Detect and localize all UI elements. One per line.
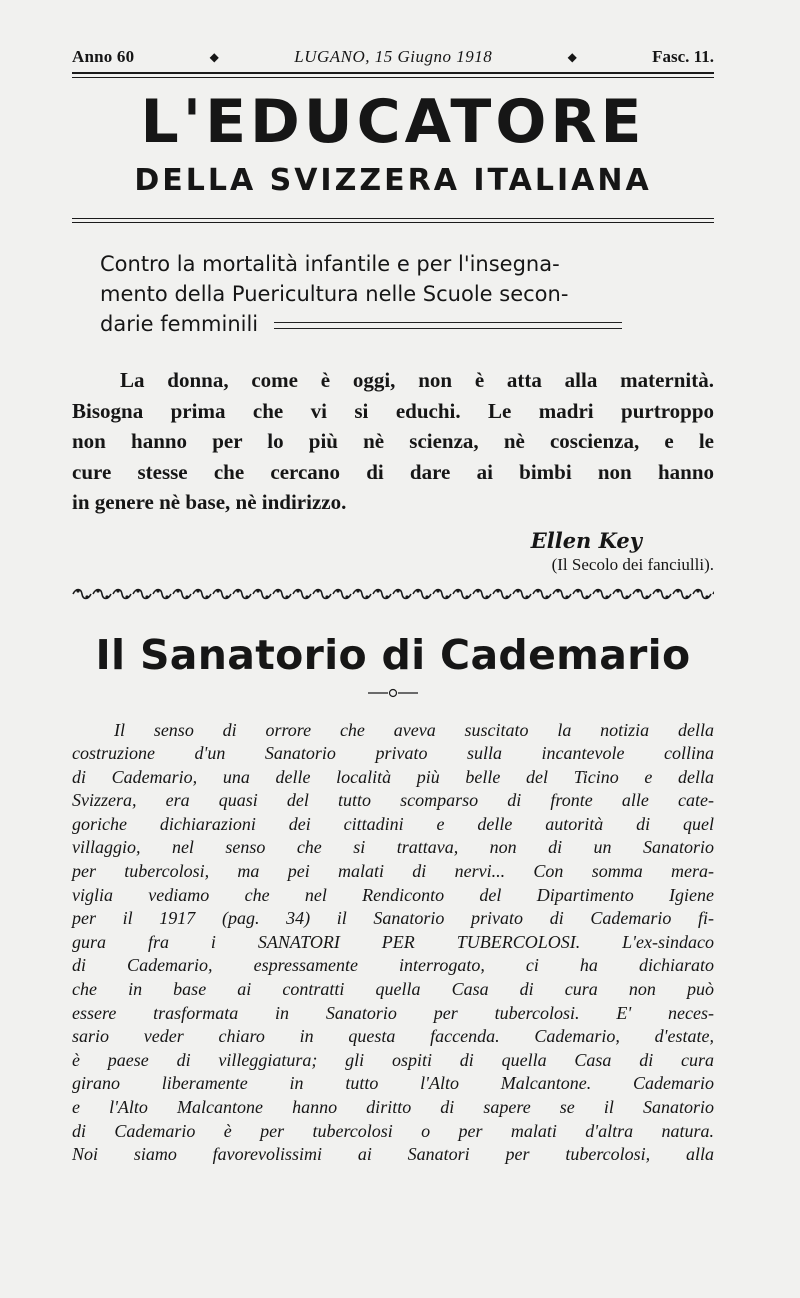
article-body xyxy=(72,719,714,1167)
epigraph-quote xyxy=(72,365,714,518)
issue-number: Anno 60 xyxy=(72,47,135,66)
intro-dash-rule xyxy=(274,322,622,329)
ornament-right: ◆ xyxy=(567,49,577,64)
body-line: per il 1917 (pag. 34) il Sanatorio privato di Cademario fi- xyxy=(72,908,714,929)
quote-author: Ellen Key xyxy=(530,527,642,553)
journal-title: L'EDUCATORE xyxy=(140,87,646,157)
fascicle-number: Fasc. 11. xyxy=(652,47,714,66)
body-line: sario veder chiaro in questa faccenda. Cademario, d'estate, xyxy=(72,1026,714,1047)
quote-line: cure stesse che cercano di dare ai bimbi non hanno xyxy=(72,459,714,484)
page xyxy=(72,44,714,1167)
quote-line: La donna, come è oggi, non è atta alla maternità. xyxy=(120,368,714,392)
quote-line: in genere nè base, nè indirizzo. xyxy=(72,490,347,514)
intro-line: darie femminili xyxy=(100,312,259,336)
intro-line: Contro la mortalità infantile e per l'insegna- xyxy=(100,252,560,276)
body-line: per tubercolosi, ma pei malati di nervi... Con somma mera- xyxy=(72,861,714,882)
running-header xyxy=(72,44,714,70)
body-line: essere trasformata in Sanatorio per tubercolosi. E' neces- xyxy=(72,1002,714,1023)
body-line: Il senso di orrore che aveva suscitato la notizia della xyxy=(114,719,714,740)
body-line: costruzione d'un Sanatorio privato sulla incantevole collina xyxy=(72,743,714,764)
body-line: villaggio, nel senso che si trattava, non di un Sanatorio xyxy=(72,837,714,858)
body-line: goriche dichiarazioni dei cittadini e delle autorità di quel xyxy=(72,813,714,834)
body-line: Svizzera, era quasi del tutto scomparso di fronte alle cate- xyxy=(72,790,714,811)
body-line: e l'Alto Malcantone hanno diritto di sapere se il Sanatorio xyxy=(72,1097,714,1117)
intro-line-last xyxy=(100,309,708,339)
ornamental-divider xyxy=(72,587,714,601)
body-line: che in base ai contratti quella Casa di cura non può xyxy=(72,979,714,1000)
journal-subtitle: DELLA SVIZZERA ITALIANA xyxy=(134,163,652,198)
body-line: Noi siamo favorevolissimi ai Sanatori per tubercolosi, alla xyxy=(72,1144,714,1165)
body-line: gura fra i SANATORI PER TUBERCOLOSI. L'ex-sindaco xyxy=(72,931,714,952)
header-rule xyxy=(72,72,714,74)
ornament-left: ◆ xyxy=(209,49,219,64)
intro-line: mento della Puericultura nelle Scuole secon- xyxy=(100,282,569,306)
header-rule-thin xyxy=(72,77,714,78)
intro-heading xyxy=(100,249,708,339)
title-ornament xyxy=(72,687,714,699)
body-line: di Cademario, espressamente interrogato, ci ha dichiarato xyxy=(72,955,714,976)
body-line: di Cademario è per tubercolosi o per malati d'altra natura. xyxy=(72,1120,714,1141)
body-line: di Cademario, una delle località più belle del Ticino e della xyxy=(72,766,714,787)
body-line: è paese di villeggiatura; gli ospiti di quella Casa di cura xyxy=(72,1049,714,1070)
quote-line: Bisogna prima che vi si educhi. Le madri purtroppo xyxy=(72,398,714,423)
body-line: viglia vediamo che nel Rendiconto del Dipartimento Igiene xyxy=(72,884,714,905)
body-line: girano liberamente in tutto l'Alto Malcantone. Cademario xyxy=(72,1073,714,1094)
article-title: Il Sanatorio di Cademario xyxy=(95,630,691,679)
quote-line: non hanno per lo più nè scienza, nè coscienza, e le xyxy=(72,429,714,453)
quote-source: (Il Secolo dei fanciulli). xyxy=(551,554,714,574)
place-date: LUGANO, 15 Giugno 1918 xyxy=(294,47,493,66)
masthead-double-rule xyxy=(72,218,714,223)
